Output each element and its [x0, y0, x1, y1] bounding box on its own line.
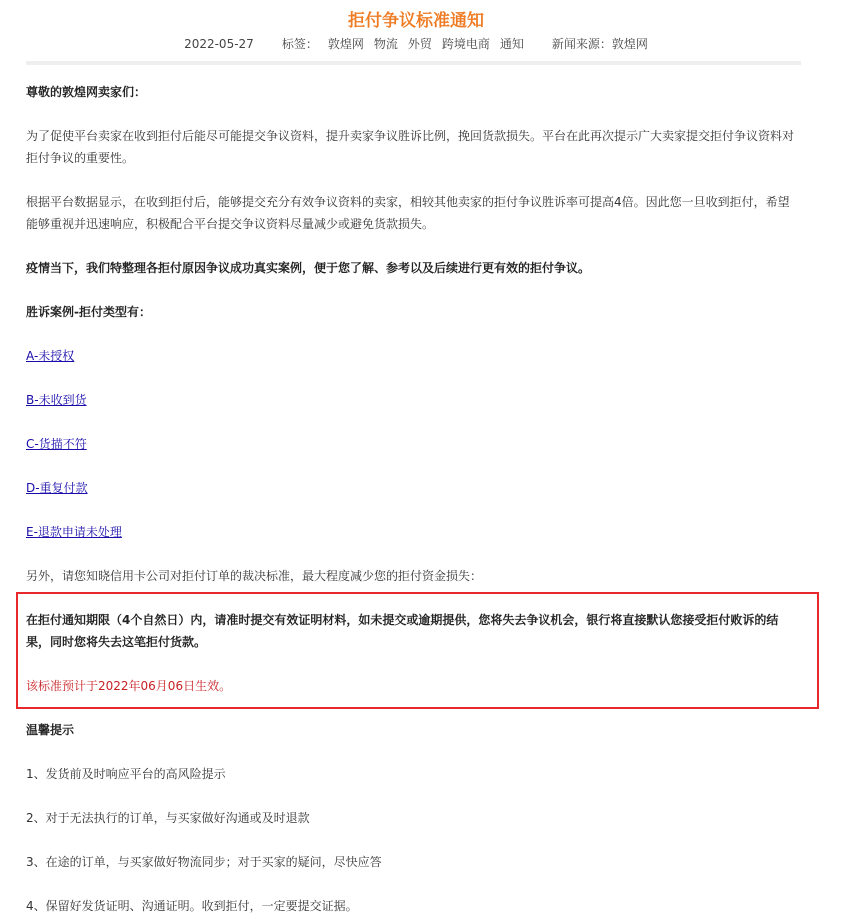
tips-heading: 温馨提示: [26, 723, 75, 737]
tip-item: 1、发货前及时响应平台的高风险提示: [26, 767, 226, 781]
case-link-refund-unprocessed[interactable]: E-退款申请未处理: [26, 525, 122, 539]
paragraph-1: 为了促使平台卖家在收到拒付后能尽可能提交争议资料，提升卖家争议胜诉比例，挽回货款损失。平台在此再次提示广大卖家提交拒付争议资料对拒付争议的重要性。: [26, 129, 795, 165]
paragraph-2: 根据平台数据显示，在收到拒付后，能够提交充分有效争议资料的卖家，相较其他卖家的拒付争议胜诉率可提高4倍。因此您一旦收到拒付，希望能够重视并迅速响应，积极配合平台提交争议资料尽量减少或避免货款损失。: [26, 195, 790, 231]
greeting: 尊敬的敦煌网卖家们：: [26, 85, 147, 99]
source-label: 新闻来源：: [551, 37, 612, 51]
tag-foreign-trade[interactable]: 外贸: [407, 37, 432, 51]
tag-notice[interactable]: 通知: [499, 37, 524, 51]
notice-text: 在拒付通知期限（4个自然日）内，请准时提交有效证明材料，如未提交或逾期提供，您将失去争议机会，银行将直接默认您接受拒付败诉的结果，同时您将失去这笔拒付货款。: [26, 613, 779, 649]
case-link-not-as-described[interactable]: C-货描不符: [26, 437, 87, 451]
header-divider: [26, 61, 801, 65]
tag-logistics[interactable]: 物流: [373, 37, 398, 51]
paragraph-3: 疫情当下，我们特整理各拒付原因争议成功真实案例，便于您了解、参考以及后续进行更有效的拒付争议。: [26, 261, 591, 275]
paragraph-4: 另外，请您知晓信用卡公司对拒付订单的裁决标准，最大程度减少您的拒付资金损失：: [26, 569, 483, 583]
tip-item: 4、保留好发货证明、沟通证明。收到拒付，一定要提交证据。: [26, 899, 358, 913]
tag-cross-border[interactable]: 跨境电商: [441, 37, 490, 51]
notice-effective-date: 该标准预计于2022年06月06日生效。: [26, 679, 232, 693]
tags-label: 标签：: [281, 37, 318, 51]
case-link-duplicate-payment[interactable]: D-重复付款: [26, 481, 88, 495]
article-title: 拒付争议标准通知: [348, 11, 484, 31]
case-link-unauthorized[interactable]: A-未授权: [26, 349, 75, 363]
case-link-not-received[interactable]: B-未收到货: [26, 393, 87, 407]
tip-item: 2、对于无法执行的订单，与买家做好沟通或及时退款: [26, 811, 310, 825]
publish-date: 2022-05-27: [184, 37, 254, 51]
cases-heading: 胜诉案例-拒付类型有：: [26, 305, 151, 319]
tip-item: 3、在途的订单，与买家做好物流同步；对于买家的疑问，尽快应答: [26, 855, 382, 869]
source-value: 敦煌网: [611, 37, 648, 51]
article-meta: [0, 35, 832, 52]
tag-dhgate[interactable]: 敦煌网: [327, 37, 364, 51]
